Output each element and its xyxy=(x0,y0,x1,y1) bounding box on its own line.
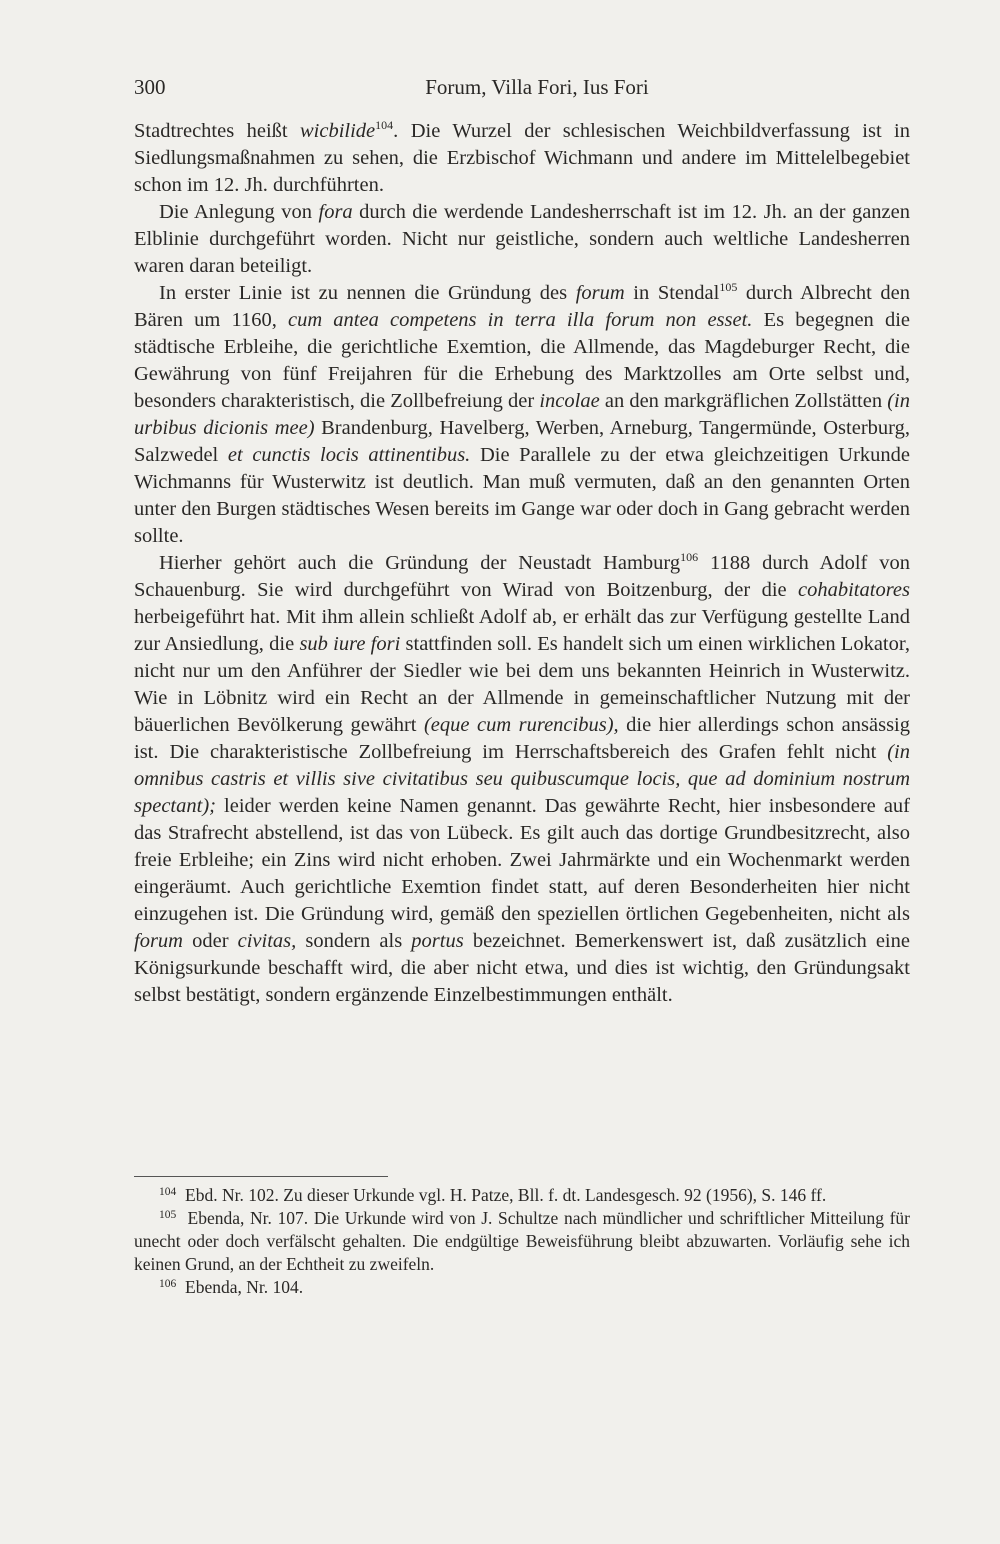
text-run: an den markgräflichen Zollstätten xyxy=(599,390,888,412)
text-run: oder xyxy=(182,930,238,952)
footnote-number: 104 xyxy=(159,1186,177,1198)
text-run: Die Parallele zu der etwa gleichzeitigen Urkunde Wichmanns für Wusterwitz ist deutlich. Man muß vermuten, daß an den genannten Orten unter den Burgen städtisches Wesen bereits im Gange war oder doch in Gang gebracht werden sollte. xyxy=(134,444,911,547)
latin-term: cum antea competens in terra illa forum non esset. xyxy=(287,309,753,331)
page-number: 300 xyxy=(134,75,166,99)
latin-term: incolae xyxy=(539,390,600,412)
footnote-ref: 105 xyxy=(719,280,738,294)
latin-term: (in omnibus castris et villis sive civitatibus seu quibuscumque locis, que ad dominium nostrum spectant); xyxy=(134,741,910,817)
main-text xyxy=(134,118,910,1009)
footnote-divider xyxy=(134,1176,388,1177)
footnote-text: Ebenda, Nr. 104. xyxy=(185,1277,304,1297)
running-title: Forum, Villa Fori, Ius Fori xyxy=(425,75,649,99)
paragraph xyxy=(134,199,910,280)
text-run: die hier allerdings schon ansässig ist. Die charakteristische Zollbefreiung im Herrschaftsbereich des Grafen fehlt nicht xyxy=(134,714,910,763)
latin-term: (eque cum rurencibus), xyxy=(423,714,619,736)
text-run: Stadtrechtes heißt xyxy=(134,120,300,142)
text-run: . Die Wurzel der schlesischen Weichbildverfassung ist in Siedlungsmaßnahmen zu sehen, die Erzbischof Wichmann und andere im Mittelelbegebiet schon im 12. Jh. durchführten. xyxy=(134,120,910,196)
text-run: In erster Linie ist zu nennen die Gründung des xyxy=(159,282,576,304)
text-run: Hierher gehört auch die Gründung der Neustadt Hamburg xyxy=(159,552,681,574)
text-run: bezeichnet. Bemerkenswert ist, daß zusätzlich eine Königsurkunde beschafft wird, die aber nicht etwa, und dies ist wichtig, den Gründungsakt selbst bestätigt, sondern ergänzende Einzelbestimmungen enthält. xyxy=(134,930,910,1006)
latin-term: (in urbibus dicionis mee) xyxy=(134,390,910,439)
text-run: sondern als xyxy=(296,930,412,952)
footnote-ref: 106 xyxy=(680,550,699,564)
latin-term: civitas, xyxy=(237,930,297,952)
latin-term: forum xyxy=(575,282,625,304)
paragraph xyxy=(134,550,910,1009)
footnote xyxy=(134,1184,910,1207)
text-run: herbeigeführt hat. Mit ihm allein schließt Adolf ab, er erhält das zur Verfügung gestellte Land zur Ansiedlung, die xyxy=(134,606,910,655)
footnote xyxy=(134,1276,910,1299)
text-run: Brandenburg, Havelberg, Werben, Arneburg, Tangermünde, Osterburg, Salzwedel xyxy=(134,417,910,466)
text-run: Die Anlegung von xyxy=(159,201,319,223)
text-run: durch die werdende Landesherrschaft ist im 12. Jh. an der ganzen Elblinie durchgeführt worden. Nicht nur geistliche, sondern auch weltliche Landesherren waren daran beteiligt. xyxy=(134,201,910,277)
latin-term: wicbilide xyxy=(300,120,376,142)
paragraph xyxy=(134,280,910,550)
footnote-number: 106 xyxy=(159,1278,177,1290)
text-run: leider werden keine Namen genannt. Das gewährte Recht, hier insbesondere auf das Strafrecht abstellend, ist das von Lübeck. Es gilt auch das dortige Grundbesitzrecht, also freie Erbleihe; ein Zins wird nicht erhoben. Zwei Jahrmärkte und ein Wochenmarkt werden eingeräumt. Auch gerichtliche Exemtion findet statt, auf deren Besonderheiten hier nicht einzugehen ist. Die Gründung wird, gemäß den speziellen örtlichen Gegebenheiten, nicht als xyxy=(134,795,910,925)
paragraph xyxy=(134,118,910,199)
text-run: in Stendal xyxy=(624,282,720,304)
footnote-text: Ebenda, Nr. 107. Die Urkunde wird von J. Schultze nach mündlicher und schriftlicher Mitteilung für unecht oder doch verfälscht gehalten. Die endgültige Beweisführung bleibt abzuwarten. Vorläufig sehe ich keinen Grund, an der Echtheit zu zweifeln. xyxy=(134,1208,910,1274)
latin-term: et cunctis locis attinentibus. xyxy=(227,444,471,466)
footnotes xyxy=(134,1184,910,1299)
footnote-ref: 104 xyxy=(375,118,394,132)
footnote-number: 105 xyxy=(159,1209,177,1221)
page-header xyxy=(134,70,910,104)
latin-term: fora xyxy=(318,201,353,223)
text-run: Es begegnen die städtische Erbleihe, die gerichtliche Exemtion, die Allmende, das Magdeburger Recht, die Gewährung von fünf Freijahren für die Erhebung des Marktzolles am Orte selbst und, besonders charakteristisch, die Zollbefreiung der xyxy=(134,309,910,412)
text-run: 1188 durch Adolf von Schauenburg. Sie wird durchgeführt von Wirad von Boitzenburg, der die xyxy=(134,552,910,601)
text-run: durch Albrecht den Bären um 1160, xyxy=(134,282,910,331)
text-run: stattfinden soll. Es handelt sich um einen wirklichen Lokator, nicht nur um den Anführer der Siedler wie bei dem uns bekannten Heinrich in Wusterwitz. Wie in Löbnitz wird ein Recht an der Allmende in gemeinschaftlicher Nutzung mit der bäuerlichen Bevölkerung gewährt xyxy=(134,633,911,736)
latin-term: forum xyxy=(134,930,183,952)
latin-term: portus xyxy=(411,930,464,952)
latin-term: cohabitatores xyxy=(798,579,910,601)
latin-term: sub iure fori xyxy=(299,633,401,655)
footnote-text: Ebd. Nr. 102. Zu dieser Urkunde vgl. H. Patze, Bll. f. dt. Landesgesch. 92 (1956), S. 146 ff. xyxy=(185,1185,827,1205)
footnote xyxy=(134,1207,910,1276)
